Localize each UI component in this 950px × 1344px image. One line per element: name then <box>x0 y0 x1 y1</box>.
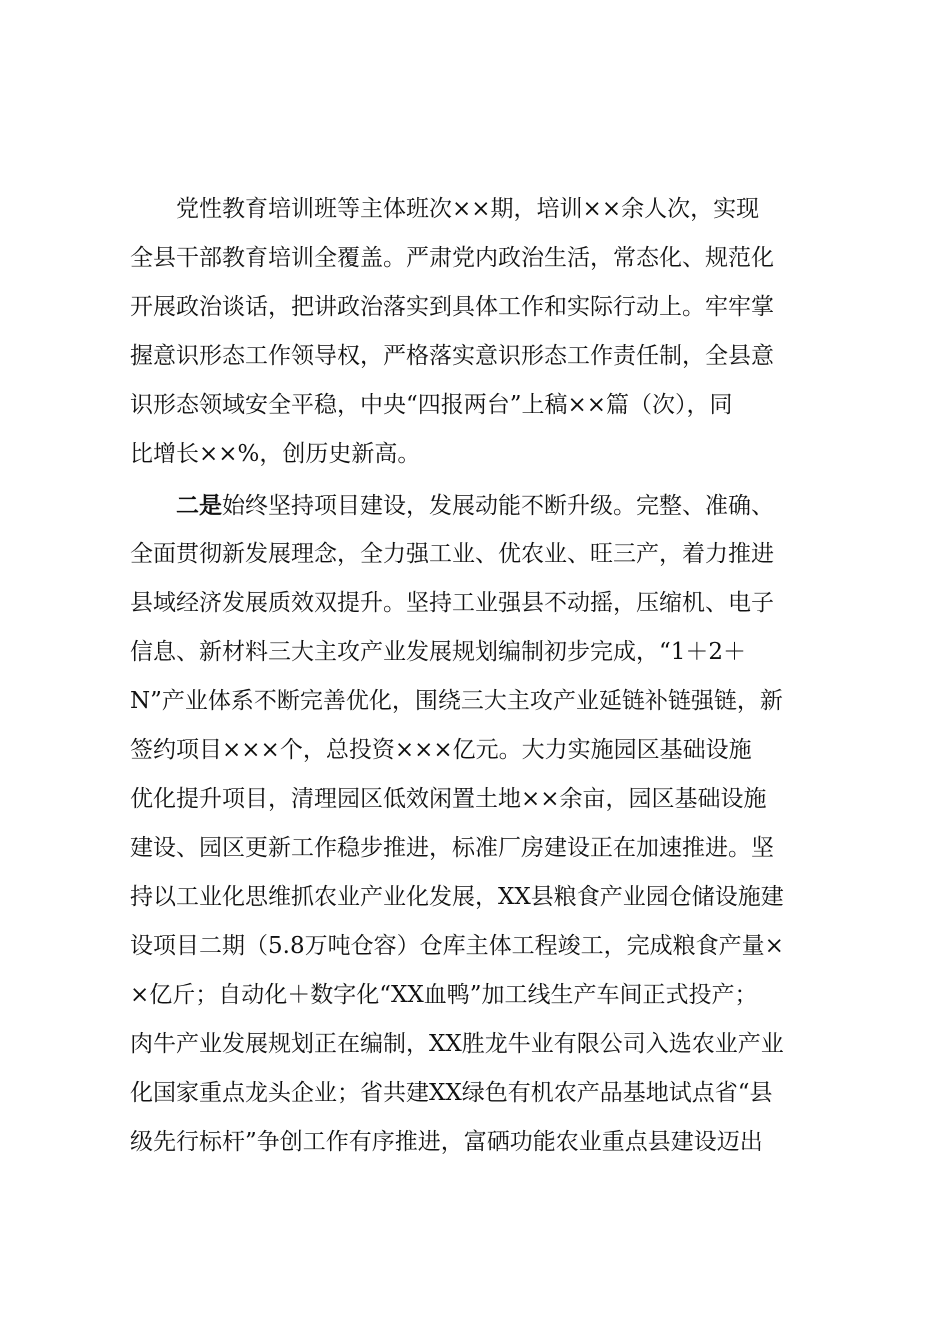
paragraph-1-line <box>130 283 860 332</box>
paragraph-1-line <box>130 185 860 234</box>
paragraph-1-line <box>130 234 860 283</box>
paragraph-2-line <box>130 530 860 579</box>
text-line: 持以工业化思维抓农业产业化发展，XX县粮食产业园仓储设施建 <box>130 884 784 910</box>
paragraph-2-line <box>130 579 860 628</box>
paragraph-2-lead: 二是 <box>176 492 222 519</box>
text-line: 级先行标杆”争创工作有序推进，富硒功能农业重点县建设迈出 <box>130 1129 763 1155</box>
text-line: 建设、园区更新工作稳步推进，标准厂房建设正在加速推进。坚 <box>130 835 774 861</box>
text-line: N”产业体系不断完善优化，围绕三大主攻产业延链补链强链，新 <box>130 688 783 714</box>
text-line: 优化提升项目，清理园区低效闲置土地××余亩，园区基础设施 <box>130 786 767 812</box>
text-line: 化国家重点龙头企业；省共建XX绿色有机农产品基地试点省“县 <box>130 1080 773 1106</box>
text-line: 全面贯彻新发展理念，全力强工业、优农业、旺三产，着力推进 <box>130 541 774 567</box>
text-line: 设项目二期（5.8万吨仓容）仓库主体工程竣工，完成粮食产量× <box>130 933 784 959</box>
text-line: 握意识形态工作领导权，严格落实意识形态工作责任制，全县意 <box>130 343 774 369</box>
text-line: 县域经济发展质效双提升。坚持工业强县不动摇，压缩机、电子 <box>130 590 774 616</box>
paragraph-2-line <box>130 922 860 971</box>
paragraph-2-line <box>130 873 860 922</box>
text-line: 识形态领域安全平稳，中央“四报两台”上稿××篇（次），同 <box>130 392 733 418</box>
paragraph-2-line <box>130 677 860 726</box>
paragraph-2-line <box>130 481 860 530</box>
paragraph-1-line <box>130 430 860 479</box>
paragraph-1-line <box>130 332 860 381</box>
text-line: 肉牛产业发展规划正在编制，XX胜龙牛业有限公司入选农业产业 <box>130 1031 784 1057</box>
paragraph-2-line <box>130 628 860 677</box>
paragraph-2-line <box>130 1020 860 1069</box>
text-line: 信息、新材料三大主攻产业发展规划编制初步完成，“1＋2＋ <box>130 639 747 665</box>
text-line: 开展政治谈话，把讲政治落实到具体工作和实际行动上。牢牢掌 <box>130 294 774 320</box>
text-line: ×亿斤；自动化＋数字化“XX血鸭”加工线生产车间正式投产； <box>130 982 758 1008</box>
paragraph-1-line <box>130 381 860 430</box>
document-body <box>130 185 860 1167</box>
paragraph-2-line <box>130 1069 860 1118</box>
paragraph-2-line <box>130 726 860 775</box>
paragraph-2-line <box>130 775 860 824</box>
text-line: 比增长××%，创历史新高。 <box>130 441 421 467</box>
text-line: 全县干部教育培训全覆盖。严肃党内政治生活，常态化、规范化 <box>130 245 774 271</box>
paragraph-2-line <box>130 971 860 1020</box>
paragraph-2-line <box>130 1118 860 1167</box>
paragraph-2-line <box>130 824 860 873</box>
text-line: 签约项目×××个，总投资×××亿元。大力实施园区基础设施 <box>130 737 752 763</box>
text-line: 党性教育培训班等主体班次××期，培训××余人次，实现 <box>176 196 760 222</box>
text-line: 始终坚持项目建设，发展动能不断升级。完整、准确、 <box>222 493 774 519</box>
